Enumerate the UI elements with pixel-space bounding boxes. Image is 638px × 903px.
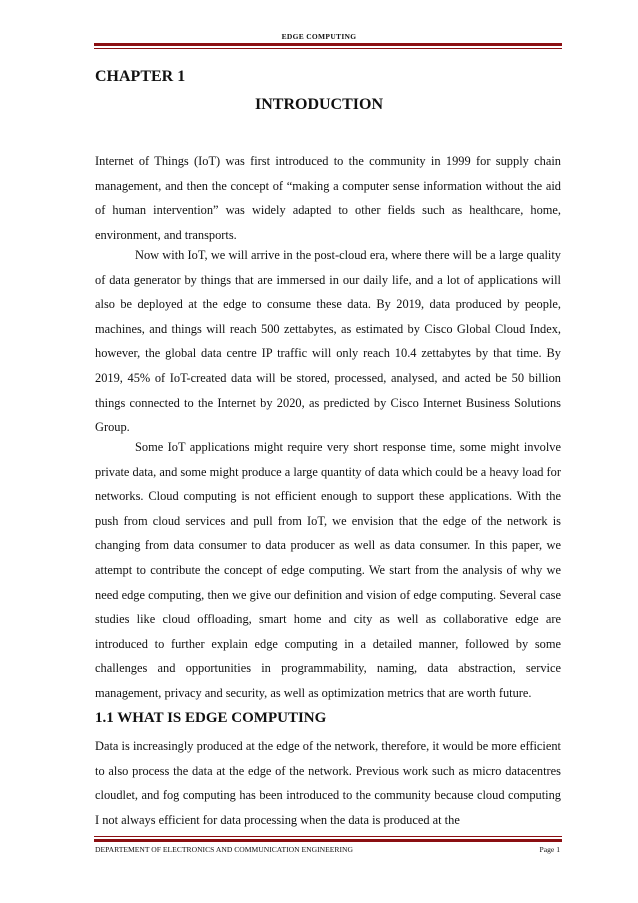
footer-rule-thick xyxy=(94,839,562,842)
paragraph-2: Now with IoT, we will arrive in the post-cloud era, where there will be a large quality of data generator by things that are immersed in our daily life, and a lot of applications will also be deployed at the edge to consume these data. By 2019, data produced by people, machines, and things will reach 500 zettabytes, as estimated by Cisco Global Cloud Index, however, the global data centre IP traffic will only reach 10.4 zettabytes by that time. By 2019, 45% of IoT-created data will be stored, processed, analysed, and acted be 50 billion things connected to the Internet by 2020, as predicted by Cisco Internet Business Solutions Group. xyxy=(95,248,561,435)
chapter-title xyxy=(0,96,638,114)
paragraph-1: Internet of Things (IoT) was first introduced to the community in 1999 for supply chain management, and then the concept of “making a computer sense information without the aid of human intervention” was widely adapted to other fields such as healthcare, home, environment, and transports. xyxy=(95,154,561,242)
page-number: Page 1 xyxy=(539,845,560,854)
chapter-label: CHAPTER 1 xyxy=(95,68,186,85)
paragraph-3: Some IoT applications might require very short response time, some might involve private data, and some might produce a large quantity of data which could be a heavy load for networks. Cloud computing is not efficient enough to support these applications. With the push from cloud services and pull from IoT, we envision that the edge of the network is changing from data consumer to data producer as well as data consumer. In this paper, we attempt to contribute the concept of edge computing. We start from the analysis of why we need edge computing, then we give our definition and vision of edge computing. Several case studies like cloud offloading, smart home and city as well as collaborative edge are introduced to further explain edge computing in a detailed manner, followed by some challenges and opportunities in programmability, naming, data abstraction, service management, privacy and security, as well as optimization metrics that are worth future. xyxy=(95,440,561,700)
footer-department: DEPARTEMENT OF ELECTRONICS AND COMMUNICATION ENGINEERING xyxy=(95,845,353,854)
section-heading: 1.1 WHAT IS EDGE COMPUTING xyxy=(95,710,327,726)
section-paragraph: Data is increasingly produced at the edge of the network, therefore, it would be more efficient to also process the data at the edge of the network. Previous work such as micro datacentres cloudlet, and fog computing has been introduced to the community because cloud computing I not always efficient for data processing when the data is produced at the xyxy=(95,739,561,827)
page-header: EDGE COMPUTING xyxy=(281,32,357,41)
header-rule-thin xyxy=(94,48,562,49)
header-rule-thick xyxy=(94,43,562,46)
chapter-title-text: INTRODUCTION xyxy=(254,96,383,113)
footer-rule-thin xyxy=(94,836,562,837)
